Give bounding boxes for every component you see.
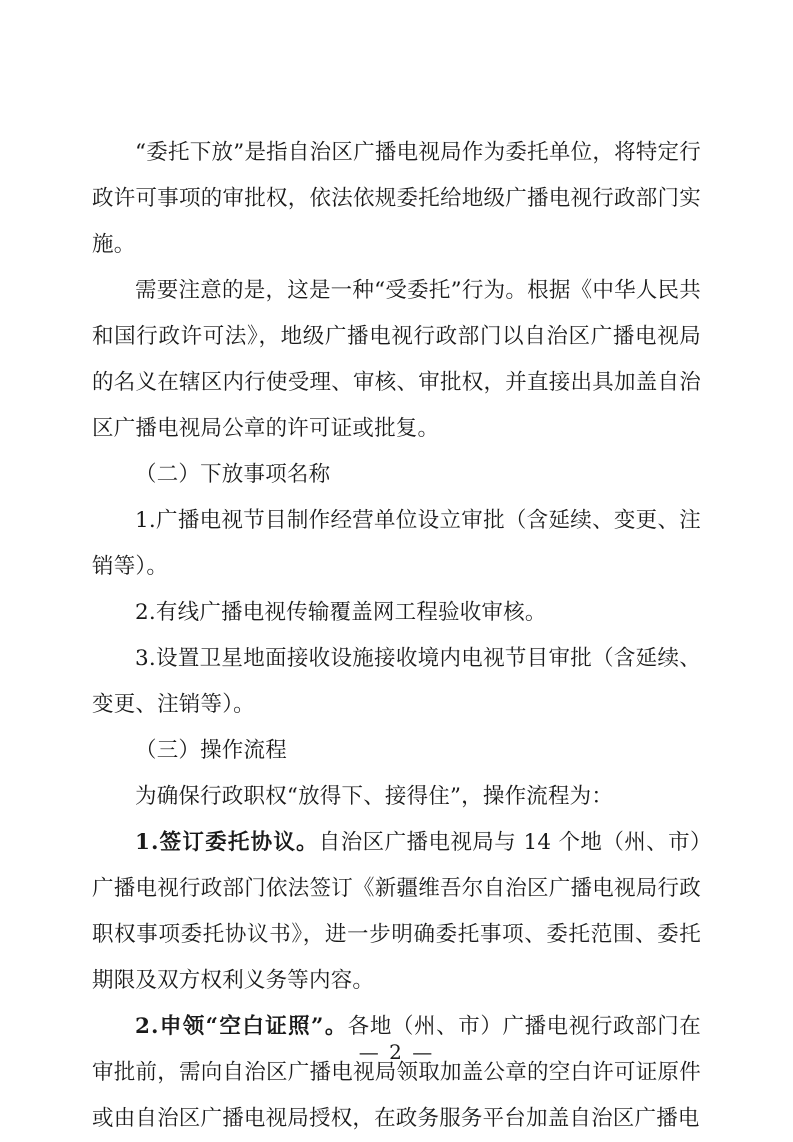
paragraph: 需要注意的是，这是一种“受委托”行为。根据《中华人民共和国行政许可法》，地级广播电视行政部门以自治区广播电视局的名义在辖区内行使受理、审核、审批权，并直接出具加盖自治区广播电视局公章的许可证或批复。 xyxy=(92,278,701,441)
section-heading: （二）下放事项名称 xyxy=(135,462,331,487)
section-heading: （三）操作流程 xyxy=(135,738,287,763)
list-item: 3.设置卫星地面接收设施接收境内电视节目审批（含延续、变更、注销等）。 xyxy=(92,646,701,717)
list-item: 1.广播电视节目制作经营单位设立审批（含延续、变更、注销等）。 xyxy=(92,508,701,579)
step-text: 各地（州、市）广播电视行政部门在审批前，需向自治区广播电视局领取加盖公章的空白许可证原件或由自治区广播电视局授权，在政务服务平台加盖自治区广播电 xyxy=(92,1014,702,1131)
numbered-step xyxy=(92,1004,701,1142)
step-label: 1.签订委托协议。 xyxy=(135,830,319,855)
list-item: 2.有线广播电视传输覆盖网工程验收审核。 xyxy=(135,600,547,625)
numbered-step xyxy=(92,820,701,1004)
paragraph: 为确保行政职权“放得下、接得住”，操作流程为： xyxy=(135,784,614,809)
paragraph: “委托下放”是指自治区广播电视局作为委托单位，将特定行政许可事项的审批权，依法依规委托给地级广播电视行政部门实施。 xyxy=(92,140,701,257)
step-text: 自治区广播电视局与 14 个地（州、市）广播电视行政部门依法签订《新疆维吾尔自治区广播电视局行政职权事项委托协议书》，进一步明确委托事项、委托范围、委托期限及双方权利义务等内容。 xyxy=(92,830,701,993)
page-number: — 2 — xyxy=(358,1040,435,1064)
step-label: 2.申领“空白证照”。 xyxy=(135,1014,348,1039)
document-body xyxy=(92,130,701,1142)
